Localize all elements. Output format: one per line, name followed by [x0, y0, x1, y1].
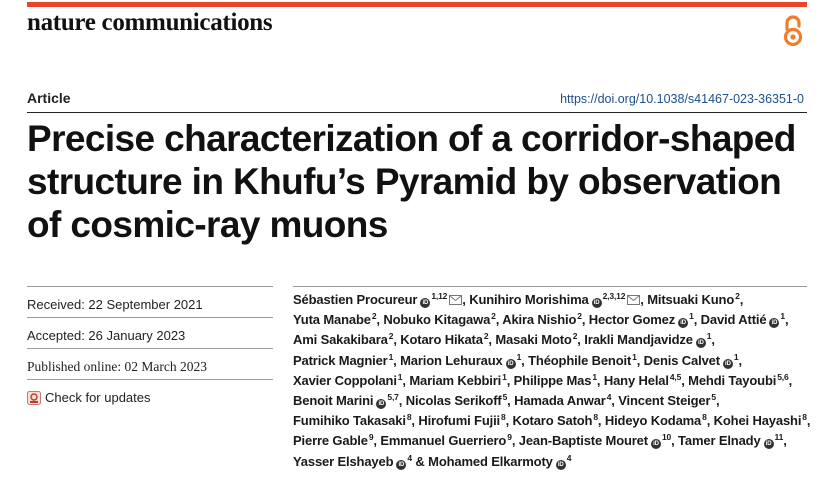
article-type-label: Article: [27, 90, 71, 106]
affiliation-superscript: 1: [397, 371, 403, 382]
author-name-text: Marion Lehuraux: [400, 352, 503, 368]
article-dates: [27, 286, 273, 411]
affiliation-superscript: 1: [733, 351, 739, 362]
author-separator: ,: [783, 433, 787, 449]
affiliation-superscript: 2: [483, 331, 489, 342]
authors-divider: [293, 286, 807, 287]
affiliation-superscript: 8: [501, 412, 506, 423]
author-name-text: Hamada Anwar: [514, 393, 606, 409]
author-name[interactable]: [584, 332, 711, 347]
author-name[interactable]: [293, 413, 411, 428]
author-name-text: Irakli Mandjavidze: [584, 332, 693, 348]
author-separator: ,: [671, 433, 679, 449]
author-separator: ,: [806, 413, 811, 429]
published-date: Published online: 02 March 2023: [27, 349, 273, 380]
author-name[interactable]: [418, 413, 505, 428]
affiliation-superscript: 4: [407, 452, 412, 463]
author-name[interactable]: [293, 292, 462, 307]
author-name-text: Benoit Marini: [293, 393, 374, 409]
author-separator: ,: [738, 352, 742, 368]
author-name-text: Kotaro Satoh: [512, 413, 593, 429]
orcid-icon[interactable]: iD: [592, 298, 602, 308]
affiliation-superscript: 4: [566, 452, 572, 463]
author-name[interactable]: [502, 312, 582, 327]
author-separator: ,: [411, 413, 419, 429]
author-name[interactable]: [406, 393, 507, 408]
author-name-text: Masaki Moto: [495, 332, 572, 348]
author-separator: ,: [785, 312, 789, 328]
author-name-text: Vincent Steiger: [618, 393, 711, 409]
orcid-icon[interactable]: iD: [769, 318, 779, 328]
affiliation-superscript: 8: [593, 412, 598, 423]
affiliation-superscript: 1: [592, 371, 597, 382]
author-name[interactable]: [469, 292, 640, 307]
affiliation-superscript: 2: [572, 331, 578, 342]
check-updates-icon: [27, 391, 41, 405]
author-name-text: Xavier Coppolani: [293, 372, 397, 388]
author-name[interactable]: [589, 312, 694, 327]
author-separator: ,: [715, 393, 720, 409]
author-name-text: Nobuko Kitagawa: [383, 312, 491, 328]
author-name-text: Mehdi Tayoubi: [688, 372, 777, 388]
affiliation-superscript: 1: [689, 311, 694, 322]
author-name-text: Hideyo Kodama: [604, 413, 702, 429]
orcid-icon[interactable]: iD: [723, 359, 733, 369]
orcid-icon[interactable]: iD: [556, 460, 566, 470]
journal-name[interactable]: nature communications: [27, 9, 273, 36]
affiliation-superscript: 2: [388, 331, 394, 342]
author-separator: ,: [507, 393, 515, 409]
author-name-text: Jean-Baptiste Mouret: [518, 433, 648, 449]
author-name-text: Nicolas Serikoff: [405, 393, 502, 409]
author-name[interactable]: [618, 393, 716, 408]
affiliation-superscript: 9: [368, 432, 374, 443]
affiliation-superscript: 8: [702, 412, 707, 423]
affiliation-superscript: 11: [774, 432, 784, 443]
affiliation-superscript: 1: [706, 331, 712, 342]
author-name-text: Yuta Manabe: [293, 312, 371, 328]
author-name[interactable]: [519, 433, 671, 448]
orcid-icon[interactable]: iD: [506, 359, 516, 369]
author-separator: ,: [597, 413, 605, 429]
article-title: Precise characterization of a corridor-shaped structure in Khufu’s Pyramid by observation of cosmic-ray muons: [27, 118, 796, 245]
author-name-text: Philippe Mas: [513, 372, 592, 388]
author-name-text: Akira Nishio: [502, 312, 577, 328]
author-name-text: Tamer Elnady: [678, 433, 761, 449]
author-separator: ,: [681, 372, 689, 388]
affiliation-superscript: 1,12: [431, 291, 448, 301]
orcid-icon[interactable]: iD: [420, 298, 430, 308]
affiliation-superscript: 1: [632, 351, 637, 362]
affiliation-superscript: 10: [661, 432, 672, 443]
author-separator: ,: [711, 332, 715, 348]
author-name[interactable]: [293, 312, 376, 327]
author-separator: ,: [521, 352, 529, 368]
orcid-icon[interactable]: iD: [396, 460, 406, 470]
author-name[interactable]: [513, 413, 598, 428]
author-name[interactable]: [293, 353, 393, 368]
affiliation-superscript: 1: [388, 351, 394, 362]
author-name[interactable]: [604, 373, 681, 388]
affiliation-superscript: 5,6: [777, 371, 789, 382]
author-name[interactable]: [605, 413, 707, 428]
author-name-text: Fumihiko Takasaki: [293, 413, 406, 429]
author-name[interactable]: [400, 332, 488, 347]
author-name-text: Mariam Kebbiri: [409, 372, 502, 388]
author-name[interactable]: [514, 393, 611, 408]
author-separator: ,: [640, 292, 648, 307]
orcid-icon[interactable]: iD: [764, 439, 774, 449]
author-name[interactable]: [643, 351, 742, 368]
author-name[interactable]: [678, 433, 783, 448]
author-name-text: Kohei Hayashi: [713, 413, 802, 429]
author-name-text: Théophile Benoit: [528, 352, 632, 368]
author-separator: ,: [393, 332, 401, 348]
author-name-text: Kotaro Hikata: [400, 332, 483, 348]
orcid-icon[interactable]: iD: [696, 338, 706, 348]
author-name[interactable]: [528, 353, 637, 368]
affiliation-superscript: 9: [507, 432, 512, 443]
header-divider: [27, 112, 807, 113]
orcid-icon[interactable]: iD: [376, 399, 386, 409]
author-name[interactable]: [701, 312, 785, 327]
author-name[interactable]: [688, 373, 788, 388]
author-separator: ,: [462, 292, 470, 307]
author-name-text: Denis Calvet: [643, 352, 720, 368]
affiliation-superscript: 1: [516, 351, 522, 362]
affiliation-superscript: 5: [502, 392, 508, 403]
author-name[interactable]: [428, 454, 571, 469]
author-name[interactable]: [495, 332, 577, 347]
affiliation-superscript: 2: [735, 291, 740, 301]
author-separator: ,: [636, 352, 644, 368]
author-separator: ,: [376, 312, 384, 328]
author-separator: ,: [511, 433, 519, 449]
author-name[interactable]: [293, 332, 393, 347]
author-name[interactable]: [293, 454, 412, 469]
doi-link[interactable]: https://doi.org/10.1038/s41467-023-36351-0: [560, 92, 804, 106]
affiliation-superscript: 4: [606, 392, 612, 403]
affiliation-superscript: 5,7: [387, 392, 399, 403]
check-for-updates-link[interactable]: [27, 380, 273, 411]
affiliation-superscript: 5: [711, 392, 716, 403]
author-separator: ,: [581, 312, 589, 328]
author-name-text: Hector Gomez: [588, 312, 676, 328]
check-for-updates-label: Check for updates: [45, 390, 151, 405]
email-icon[interactable]: [627, 295, 640, 305]
orcid-icon[interactable]: iD: [678, 318, 688, 328]
author-separator: ,: [402, 372, 410, 388]
author-separator: ,: [706, 413, 714, 429]
author-separator: ,: [393, 352, 401, 368]
affiliation-superscript: 8: [802, 412, 807, 423]
accepted-date: Accepted: 26 January 2023: [27, 318, 273, 349]
affiliation-superscript: 4,5: [669, 371, 682, 382]
author-separator: ,: [488, 332, 496, 348]
orcid-icon[interactable]: iD: [651, 439, 661, 449]
affiliation-superscript: 1: [780, 311, 785, 322]
open-access-icon[interactable]: [781, 14, 805, 48]
author-name-text: Sébastien Procureur: [293, 292, 418, 307]
author-name-text: Pierre Gable: [293, 433, 368, 449]
author-name-text: Ami Sakakibara: [293, 332, 388, 348]
top-accent-rule: [27, 2, 807, 7]
email-icon[interactable]: [449, 295, 462, 305]
author-name[interactable]: [647, 292, 739, 307]
author-separator: ,: [495, 312, 503, 328]
author-separator: ,: [611, 393, 619, 409]
author-name-text: Emmanuel Guerriero: [380, 433, 507, 449]
author-separator: ,: [577, 332, 585, 348]
author-name-text: Hirofumi Fujii: [418, 413, 500, 429]
author-separator: &: [411, 453, 429, 469]
author-separator: ,: [788, 372, 793, 388]
author-name-text: Patrick Magnier: [293, 352, 388, 368]
author-name[interactable]: [409, 373, 506, 388]
author-name-text: Mohamed Elkarmoty: [428, 453, 553, 469]
author-name-text: Mitsuaki Kuno: [647, 292, 735, 307]
author-separator: ,: [398, 393, 406, 409]
affiliation-superscript: 8: [406, 412, 412, 423]
author-name-text: David Attié: [700, 312, 767, 328]
received-date: Received: 22 September 2021: [27, 286, 273, 318]
affiliation-superscript: 2: [491, 311, 496, 322]
author-name[interactable]: [514, 373, 597, 388]
author-list: [293, 290, 813, 472]
author-separator: ,: [693, 312, 701, 328]
affiliation-superscript: 2: [371, 311, 377, 322]
author-separator: ,: [506, 372, 514, 388]
author-name[interactable]: [293, 433, 373, 448]
affiliation-superscript: 2,3,12: [602, 291, 626, 301]
author-name[interactable]: [293, 393, 399, 408]
author-name[interactable]: [714, 413, 807, 428]
author-separator: ,: [596, 372, 604, 388]
author-name[interactable]: [400, 353, 521, 368]
author-name[interactable]: [380, 433, 511, 448]
affiliation-superscript: 1: [502, 371, 507, 382]
affiliation-superscript: 2: [577, 311, 582, 322]
author-separator: ,: [739, 292, 744, 307]
author-name[interactable]: [383, 312, 495, 327]
author-name-text: Yasser Elshayeb: [293, 453, 394, 469]
author-separator: ,: [505, 413, 513, 429]
author-name-text: Kunihiro Morishima: [469, 292, 589, 307]
author-name-text: Hany Helal: [603, 372, 669, 388]
author-separator: ,: [373, 433, 381, 449]
author-name[interactable]: [293, 373, 402, 388]
